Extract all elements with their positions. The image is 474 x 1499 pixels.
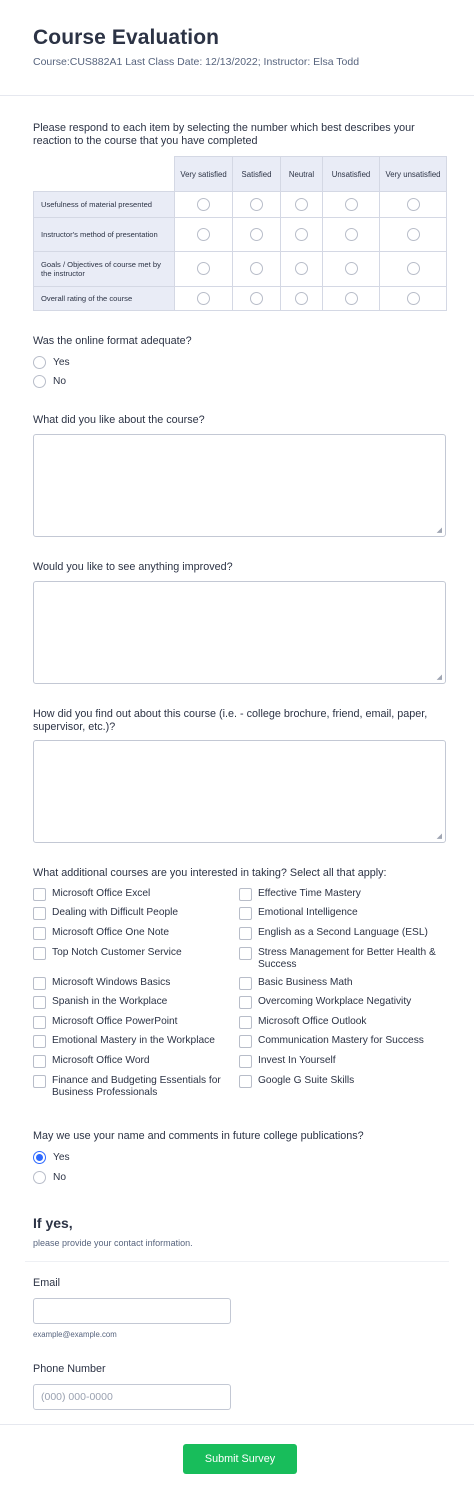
resize-grip-icon[interactable]: ◢	[436, 833, 442, 840]
matrix-radio[interactable]	[197, 292, 210, 305]
matrix-row	[34, 287, 447, 311]
matrix-radio[interactable]	[345, 198, 358, 211]
course-checkbox-item[interactable]	[33, 977, 233, 990]
liked-question: What did you like about the course?	[33, 414, 205, 426]
liked-textarea[interactable]	[33, 434, 446, 537]
matrix-radio[interactable]	[250, 292, 263, 305]
checkbox-label: Finance and Budgeting Essentials for Business Professionals	[52, 1075, 221, 1098]
improved-textarea[interactable]	[33, 581, 446, 684]
matrix-col-header: Very satisfied	[175, 157, 233, 192]
contact-heading: If yes,	[33, 1215, 73, 1231]
matrix-radio[interactable]	[407, 198, 420, 211]
email-sublabel: example@example.com	[33, 1330, 117, 1339]
form-header	[33, 26, 454, 68]
publication-option-yes[interactable]	[33, 1151, 70, 1164]
matrix-col-header: Satisfied	[233, 157, 281, 192]
publication-question: May we use your name and comments in future college publications?	[33, 1130, 364, 1142]
checkbox-label: Microsoft Office Excel	[52, 888, 151, 899]
checkbox-label: Invest In Yourself	[258, 1055, 336, 1066]
checkbox-label: Communication Mastery for Success	[258, 1035, 424, 1046]
checkbox[interactable]	[239, 888, 252, 901]
course-checkbox-item[interactable]	[239, 888, 444, 901]
checkbox-label: Emotional Mastery in the Workplace	[52, 1035, 215, 1046]
phone-field[interactable]	[33, 1384, 231, 1410]
radio-button[interactable]	[33, 356, 46, 369]
course-checkbox-item[interactable]	[33, 888, 233, 901]
checkbox[interactable]	[33, 907, 46, 920]
checkbox-label: Stress Management for Better Health & Success	[258, 947, 436, 970]
footer-divider	[0, 1424, 474, 1425]
matrix-col-header: Neutral	[281, 157, 323, 192]
checkbox-label: Top Notch Customer Service	[52, 947, 182, 958]
checkbox[interactable]	[33, 996, 46, 1009]
course-checkbox-item[interactable]	[239, 927, 444, 940]
checkbox[interactable]	[33, 947, 46, 960]
phone-label: Phone Number	[33, 1363, 106, 1375]
form-subtitle: Course:CUS882A1 Last Class Date: 12/13/2022; Instructor: Elsa Todd	[33, 56, 360, 68]
radio-button[interactable]	[33, 1171, 46, 1184]
checkbox-label: English as a Second Language (ESL)	[258, 927, 428, 938]
improved-question: Would you like to see anything improved?	[33, 561, 233, 573]
checkbox[interactable]	[239, 947, 252, 960]
matrix-row	[34, 192, 447, 218]
matrix-radio[interactable]	[407, 228, 420, 241]
matrix-radio[interactable]	[407, 262, 420, 275]
checkbox[interactable]	[33, 1075, 46, 1088]
email-field[interactable]	[33, 1298, 231, 1324]
matrix-row	[34, 218, 447, 252]
checkbox-label: Microsoft Office PowerPoint	[52, 1016, 178, 1027]
course-checkbox-item[interactable]	[33, 907, 233, 920]
matrix-radio[interactable]	[295, 198, 308, 211]
matrix-row-label: Instructor's method of presentation	[34, 218, 175, 252]
course-checkbox-item[interactable]	[239, 996, 444, 1009]
matrix-col-header: Very unsatisfied	[380, 157, 447, 192]
checkbox-label: Effective Time Mastery	[258, 888, 361, 899]
checkbox[interactable]	[239, 927, 252, 940]
matrix-radio[interactable]	[345, 292, 358, 305]
checkbox-label: Spanish in the Workplace	[52, 996, 168, 1007]
checkbox-label: Microsoft Windows Basics	[52, 977, 171, 988]
checkbox-label: Microsoft Office Word	[52, 1055, 150, 1066]
resize-grip-icon[interactable]: ◢	[436, 527, 442, 534]
matrix-col-header: Unsatisfied	[323, 157, 380, 192]
found-out-question: How did you find out about this course (i.e. - college brochure, friend, email, paper, supervisor, etc.)?	[33, 708, 428, 733]
rating-matrix	[33, 156, 447, 311]
matrix-row-label: Goals / Objectives of course met by the instructor	[34, 252, 175, 287]
resize-grip-icon[interactable]: ◢	[436, 674, 442, 681]
checkbox[interactable]	[239, 1035, 252, 1048]
online-format-option-yes[interactable]	[33, 356, 70, 369]
checkbox-label: Dealing with Difficult People	[52, 907, 179, 918]
checkbox-label: Overcoming Workplace Negativity	[258, 996, 412, 1007]
checkbox[interactable]	[33, 1055, 46, 1068]
publication-option-no[interactable]	[33, 1171, 66, 1184]
checkbox[interactable]	[239, 907, 252, 920]
radio-button-selected[interactable]	[33, 1151, 46, 1164]
matrix-radio[interactable]	[250, 198, 263, 211]
checkbox[interactable]	[33, 1035, 46, 1048]
found-out-textarea[interactable]	[33, 740, 446, 843]
matrix-row-label: Usefulness of material presented	[34, 192, 175, 218]
form-title: Course Evaluation	[33, 26, 220, 49]
option-label: Yes	[53, 1152, 70, 1163]
course-checkbox-item[interactable]	[239, 947, 444, 971]
course-checkbox-item[interactable]	[33, 1035, 233, 1048]
matrix-radio[interactable]	[250, 262, 263, 275]
checkbox[interactable]	[33, 1016, 46, 1029]
course-checkbox-item[interactable]	[33, 1075, 233, 1099]
checkbox[interactable]	[239, 996, 252, 1009]
matrix-radio[interactable]	[250, 228, 263, 241]
checkbox[interactable]	[33, 888, 46, 901]
checkbox[interactable]	[33, 977, 46, 990]
online-format-option-no[interactable]	[33, 375, 66, 388]
checkbox[interactable]	[239, 1075, 252, 1088]
courses-question: What additional courses are you interested in taking? Select all that apply:	[33, 867, 387, 879]
course-checkbox-item[interactable]	[239, 1035, 444, 1048]
course-checkbox-item[interactable]	[239, 907, 444, 920]
checkbox[interactable]	[33, 927, 46, 940]
submit-button[interactable]: Submit Survey	[183, 1444, 297, 1474]
course-checkbox-item[interactable]	[239, 1055, 444, 1068]
email-label: Email	[33, 1277, 60, 1289]
matrix-radio[interactable]	[197, 228, 210, 241]
checkbox[interactable]	[239, 977, 252, 990]
contact-subheading: please provide your contact information.	[33, 1238, 193, 1248]
matrix-row	[34, 252, 447, 287]
matrix-radio[interactable]	[197, 198, 210, 211]
online-format-question: Was the online format adequate?	[33, 335, 192, 347]
course-checkbox-item[interactable]	[239, 1075, 444, 1088]
option-label: No	[53, 1172, 67, 1183]
matrix-radio[interactable]	[345, 262, 358, 275]
matrix-radio[interactable]	[345, 228, 358, 241]
matrix-radio[interactable]	[197, 262, 210, 275]
checkbox-label: Emotional Intelligence	[258, 907, 358, 918]
matrix-radio[interactable]	[295, 228, 308, 241]
radio-button[interactable]	[33, 375, 46, 388]
course-checkbox-item[interactable]	[239, 1016, 444, 1029]
checkbox-label: Basic Business Math	[258, 977, 353, 988]
course-checkbox-item[interactable]	[33, 1055, 233, 1068]
course-checkbox-item[interactable]	[239, 977, 444, 990]
header-divider	[0, 95, 474, 96]
checkbox-label: Microsoft Office One Note	[52, 927, 170, 938]
checkbox-label: Google G Suite Skills	[258, 1075, 355, 1086]
option-label: Yes	[53, 357, 70, 368]
contact-divider	[25, 1261, 449, 1262]
matrix-corner	[34, 157, 175, 192]
checkbox[interactable]	[239, 1016, 252, 1029]
course-checkbox-item[interactable]	[33, 996, 233, 1009]
course-checkbox-item[interactable]	[33, 927, 233, 940]
matrix-row-label: Overall rating of the course	[34, 287, 175, 311]
matrix-radio[interactable]	[295, 292, 308, 305]
matrix-radio[interactable]	[295, 262, 308, 275]
course-checkbox-item[interactable]	[33, 1016, 233, 1029]
matrix-question: Please respond to each item by selecting the number which best describes your reaction to the course that you have completed	[33, 122, 415, 147]
checkbox-label: Microsoft Office Outlook	[258, 1016, 367, 1027]
checkbox[interactable]	[239, 1055, 252, 1068]
matrix-radio[interactable]	[407, 292, 420, 305]
option-label: No	[53, 376, 67, 387]
course-checkbox-item[interactable]	[33, 947, 233, 960]
